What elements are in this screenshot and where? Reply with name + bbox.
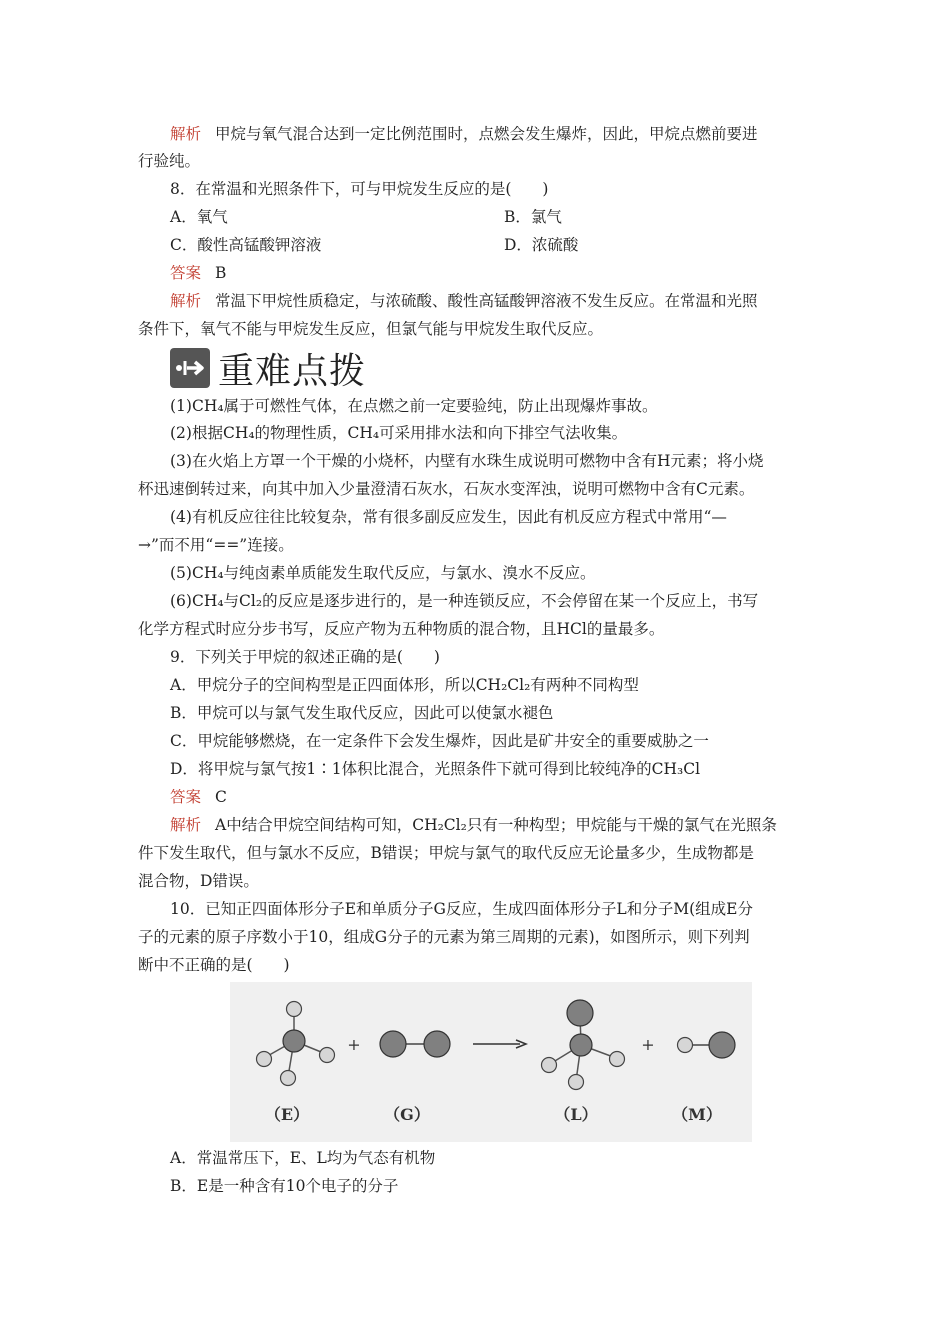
molecule-l (542, 1000, 625, 1090)
q7-analysis-line1: 解析 甲烷与氧气混合达到一定比例范围时，点燃会发生爆炸，因此，甲烷点燃前要进 (170, 125, 758, 143)
q8-options-row2 (170, 235, 850, 255)
q8-options-row1 (170, 207, 850, 227)
label-m: （M） (672, 1105, 722, 1124)
q9-option-c: C．甲烷能够燃烧，在一定条件下会发生爆炸，因此是矿井安全的重要威胁之一 (170, 732, 709, 750)
reaction-figure (230, 982, 752, 1142)
analysis-label: 解析 (170, 292, 202, 310)
molecule-g (380, 1031, 450, 1057)
answer-value: B (215, 264, 227, 282)
q8-answer (170, 263, 850, 283)
tip-4-line2: →”而不用“==”连接。 (138, 536, 294, 554)
label-e: （E） (264, 1105, 310, 1124)
q7-analysis-line2: 行验纯。 (138, 152, 201, 170)
q8-option-b: B．氯气 (504, 208, 562, 226)
tip-3-line1: (3)在火焰上方罩一个干燥的小烧杯，内壁有水珠生成说明可燃物中含有H元素；将小烧 (170, 452, 764, 470)
tip-3-line2: 杯迅速倒转过来，向其中加入少量澄清石灰水，石灰水变浑浊，说明可燃物中含有C元素。 (138, 480, 755, 498)
q8-option-c: C．酸性高锰酸钾溶液 (170, 236, 322, 254)
label-g: （G） (384, 1105, 430, 1124)
q8-analysis-line2: 条件下，氧气不能与甲烷发生反应，但氯气能与甲烷发生取代反应。 (138, 320, 604, 338)
molecule-m (678, 1032, 736, 1058)
q10-option-a: A．常温常压下，E、L均为气态有机物 (170, 1149, 436, 1167)
q9-option-a: A．甲烷分子的空间构型是正四面体形，所以CH₂Cl₂有两种不同构型 (170, 676, 639, 694)
answer-label: 答案 (170, 264, 202, 282)
q9-analysis-line2: 件下发生取代，但与氯水不反应，B错误；甲烷与氯气的取代反应无论量多少，生成物都是 (138, 844, 754, 862)
analysis-label: 解析 (170, 125, 202, 143)
q9-option-d: D．将甲烷与氯气按1∶1体积比混合，光照条件下就可得到比较纯净的CH₃Cl (170, 760, 701, 778)
molecule-diagram (230, 982, 752, 1142)
q10-stem-line1: 10．已知正四面体形分子E和单质分子G反应，生成四面体形分子L和分子M(组成E分 (170, 900, 753, 918)
banner-title: 重难点拨 (218, 350, 367, 392)
tip-1: (1)CH₄属于可燃性气体，在点燃之前一定要验纯，防止出现爆炸事故。 (170, 397, 658, 415)
arrow-exit-icon (170, 348, 210, 388)
answer-label: 答案 (170, 788, 202, 806)
q9-analysis-line3: 混合物，D错误。 (138, 872, 259, 890)
tip-4-line1: (4)有机反应往往比较复杂，常有很多副反应发生，因此有机反应方程式中常用“— (170, 508, 727, 526)
q10-stem-line3: 断中不正确的是( ) (138, 956, 290, 974)
tip-2: (2)根据CH₄的物理性质，CH₄可采用排水法和向下排空气法收集。 (170, 424, 628, 442)
key-points-banner (170, 346, 366, 390)
tip-6-line1: (6)CH₄与Cl₂的反应是逐步进行的，是一种连锁反应，不会停留在某一个反应上，书写 (170, 592, 759, 610)
reaction-arrow (473, 1040, 526, 1048)
q8-stem: 8．在常温和光照条件下，可与甲烷发生反应的是( ) (170, 180, 549, 198)
q10-stem-line2: 子的元素的原子序数小于10，组成G分子的元素为第三周期的元素)，如图所示，则下列判 (138, 928, 750, 946)
label-l: （L） (554, 1105, 598, 1124)
q9-stem: 9．下列关于甲烷的叙述正确的是( ) (170, 648, 440, 666)
plus-sign-1: + (347, 1035, 361, 1054)
q10-option-b: B．E是一种含有10个电子的分子 (170, 1177, 399, 1195)
tip-5: (5)CH₄与纯卤素单质能发生取代反应，与氯水、溴水不反应。 (170, 564, 596, 582)
molecule-e (257, 1002, 335, 1086)
q9-option-b: B．甲烷可以与氯气发生取代反应，因此可以使氯水褪色 (170, 704, 554, 722)
q8-option-a: A．氧气 (170, 208, 228, 226)
answer-value: C (215, 788, 227, 806)
q9-analysis-line1: 解析 A中结合甲烷空间结构可知，CH₂Cl₂只有一种构型；甲烷能与干燥的氯气在光照条 (170, 816, 777, 834)
q8-option-d: D．浓硫酸 (504, 236, 579, 254)
plus-sign-2: + (641, 1035, 655, 1054)
analysis-label: 解析 (170, 816, 202, 834)
tip-6-line2: 化学方程式时应分步书写，反应产物为五种物质的混合物，且HCl的量最多。 (138, 620, 665, 638)
q8-analysis-line1: 解析 常温下甲烷性质稳定，与浓硫酸、酸性高锰酸钾溶液不发生反应。在常温和光照 (170, 292, 758, 310)
q9-answer (170, 787, 850, 807)
